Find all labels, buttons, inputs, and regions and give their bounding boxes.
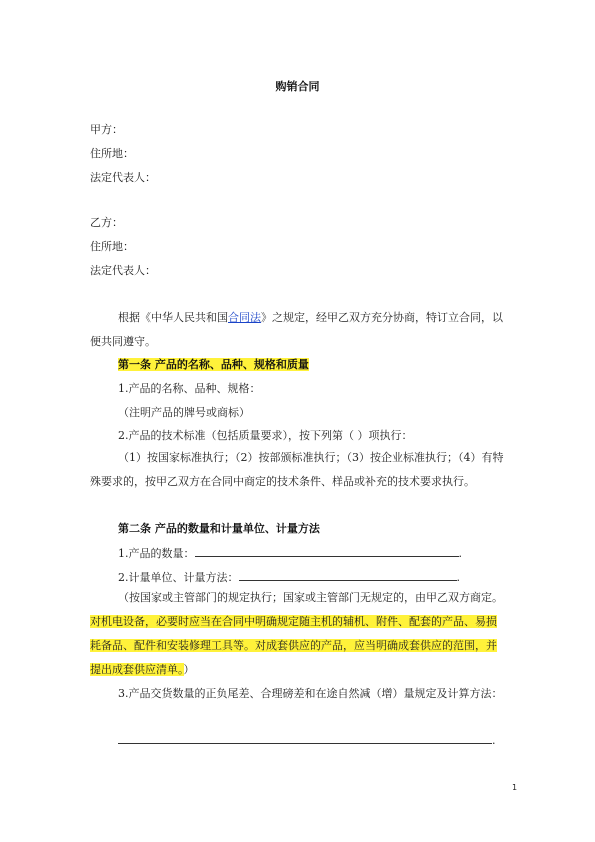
article1-item2: 2.产品的技术标准（包括质量要求），按下列第（ ）项执行：: [118, 429, 413, 442]
document-title: 购销合同: [275, 80, 320, 93]
party-a-label: 甲方：: [90, 123, 123, 136]
article1-heading: 第一条 产品的名称、品种、规格和质量: [118, 358, 309, 371]
measurement-blank: [239, 569, 457, 581]
party-a-rep-label: 法定代表人：: [90, 171, 156, 184]
article2-item2: 2.计量单位、计量方法： .: [118, 571, 460, 584]
article1-item2-detail: （1）按国家标准执行；（2）按部颁标准执行；（3）按企业标准执行；（4）有特殊要求的，按甲乙双方在合同中商定的技术条件、样品或补充的技术要求执行。: [90, 451, 504, 488]
page-number: 1: [512, 783, 518, 792]
article1-item1-note: （注明产品的牌号或商标）: [118, 406, 250, 419]
tolerance-blank: [118, 732, 492, 744]
party-b-address-label: 住所地：: [90, 240, 134, 253]
party-a-address-label: 住所地：: [90, 147, 134, 160]
party-b-rep-label: 法定代表人：: [90, 264, 156, 277]
note-highlight: 对机电设备，必要时应当在合同中明确规定随主机的辅机、附件、配套的产品、易损耗备品、配件和安装修理工具等。对成套供应的产品，应当明确成套供应的范围，并提出成套供应清单。: [90, 615, 497, 676]
article2-note: [90, 586, 505, 682]
intro-text-start: 根据《中华人民共和国: [118, 311, 228, 324]
party-b-label: 乙方：: [90, 216, 123, 229]
quantity-blank: [195, 545, 459, 557]
article1-item1: 1.产品的名称、品种、规格：: [118, 382, 261, 395]
article2-heading: 第二条 产品的数量和计量单位、计量方法: [118, 522, 320, 535]
note-text-end: ）: [183, 663, 195, 676]
article2-item3-fill: .: [118, 732, 496, 749]
intro-paragraph: [90, 306, 505, 354]
contract-law-link[interactable]: 合同法: [228, 311, 261, 324]
article2-item3: 3.产品交货数量的正负尾差、合理磅差和在途自然减（增）量规定及计算方法：: [118, 687, 503, 700]
intro-text-end: 》之规定，经甲乙双方充分协商，特订立合同，以便共同遵守。: [90, 311, 503, 348]
note-text-start: （按国家或主管部门的规定执行；国家或主管部门无规定的，由甲乙双方商定。: [118, 591, 503, 604]
article2-item1: 1.产品的数量： .: [118, 547, 462, 560]
